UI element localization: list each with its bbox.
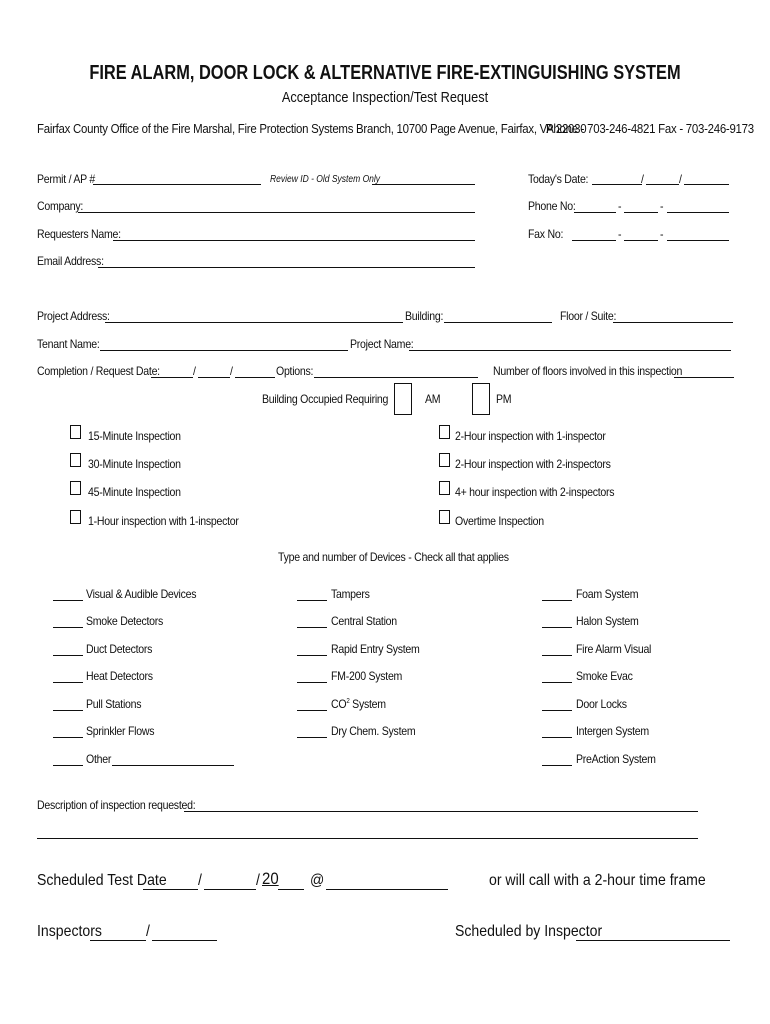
device-label: Dry Chem. System: [331, 724, 416, 738]
am-checkbox[interactable]: [394, 383, 412, 415]
inspection-option-label: 4+ hour inspection with 2-inspectors: [455, 485, 615, 499]
project-address-field[interactable]: [105, 322, 403, 323]
phone-sep: -: [660, 199, 664, 213]
date-sep: /: [198, 872, 202, 889]
email-field[interactable]: [98, 267, 475, 268]
inspection-option-label: Overtime Inspection: [455, 514, 544, 528]
device-count-field[interactable]: [542, 600, 572, 601]
device-label: PreAction System: [576, 752, 656, 766]
scheduled-month-field[interactable]: [143, 889, 198, 890]
device-label: Tampers: [331, 587, 370, 601]
device-label: Heat Detectors: [86, 669, 153, 683]
phone-field-1[interactable]: [574, 212, 616, 213]
project-address-label: Project Address:: [37, 309, 110, 323]
completion-date-day[interactable]: [198, 377, 230, 378]
device-count-field[interactable]: [53, 710, 83, 711]
company-label: Company:: [37, 199, 84, 213]
inspection-option-label: 2-Hour inspection with 1-inspector: [455, 429, 606, 443]
floors-involved-label: Number of floors involved in this inspection: [493, 364, 683, 378]
todays-date-day[interactable]: [646, 184, 679, 185]
phone-label: Phone No:: [528, 199, 576, 213]
device-count-field[interactable]: [542, 682, 572, 683]
completion-date-month[interactable]: [151, 377, 193, 378]
phone-sep: -: [618, 199, 622, 213]
fax-sep: -: [618, 227, 622, 241]
device-count-field[interactable]: [542, 710, 572, 711]
fax-sep: -: [660, 227, 664, 241]
inspectors-field-1[interactable]: [90, 940, 146, 941]
description-field-line-1[interactable]: [184, 811, 698, 812]
device-count-field[interactable]: [542, 655, 572, 656]
inspectors-sep: /: [146, 923, 150, 940]
device-label: Intergen System: [576, 724, 649, 738]
device-label: Pull Stations: [86, 697, 142, 711]
permit-field[interactable]: [93, 184, 261, 185]
year-prefix: 20: [262, 869, 279, 888]
todays-date-month[interactable]: [592, 184, 642, 185]
device-label: Other: [86, 752, 112, 766]
inspection-checkbox[interactable]: [70, 481, 81, 495]
device-label: Duct Detectors: [86, 642, 153, 656]
device-count-field[interactable]: [542, 737, 572, 738]
review-id-field[interactable]: [372, 184, 475, 185]
scheduled-test-date-label: Scheduled Test Date: [37, 872, 167, 889]
pm-checkbox[interactable]: [472, 383, 490, 415]
device-count-field[interactable]: [53, 682, 83, 683]
tenant-name-label: Tenant Name:: [37, 337, 100, 351]
device-label: Rapid Entry System: [331, 642, 420, 656]
review-id-label: Review ID - Old System Only: [270, 174, 381, 185]
date-sep: /: [193, 364, 196, 378]
floor-suite-label: Floor / Suite:: [560, 309, 617, 323]
floors-involved-field[interactable]: [674, 377, 734, 378]
building-field[interactable]: [444, 322, 552, 323]
device-label: Sprinkler Flows: [86, 724, 155, 738]
inspection-checkbox[interactable]: [439, 453, 450, 467]
inspection-option-label: 15-Minute Inspection: [88, 429, 181, 443]
device-count-field[interactable]: [542, 627, 572, 628]
device-label: Halon System: [576, 614, 639, 628]
description-field-line-2[interactable]: [37, 838, 698, 839]
other-device-field[interactable]: [112, 765, 234, 766]
inspectors-label: Inspectors: [37, 923, 102, 940]
description-label: Description of inspection requested:: [37, 798, 196, 812]
device-count-field[interactable]: [53, 627, 83, 628]
tenant-name-field[interactable]: [100, 350, 348, 351]
device-count-field[interactable]: [542, 765, 572, 766]
building-occupied-label: Building Occupied Requiring: [262, 392, 389, 406]
inspection-checkbox[interactable]: [70, 453, 81, 467]
todays-date-year[interactable]: [684, 184, 729, 185]
permit-label: Permit / AP #: [37, 172, 96, 186]
fax-field-2[interactable]: [624, 240, 658, 241]
inspection-checkbox[interactable]: [439, 510, 450, 524]
scheduled-by-label: Scheduled by Inspector: [455, 923, 603, 940]
devices-heading: Type and number of Devices - Check all that applies: [278, 550, 509, 564]
building-label: Building:: [405, 309, 444, 323]
office-contact: Phone - 703-246-4821 Fax - 703-246-9173: [546, 121, 754, 136]
device-label: Central Station: [331, 614, 397, 628]
scheduled-day-field[interactable]: [204, 889, 256, 890]
device-label-co2: [331, 697, 386, 711]
inspection-checkbox[interactable]: [70, 425, 81, 439]
requesters-name-label: Requesters Name:: [37, 227, 121, 241]
form-subtitle: Acceptance Inspection/Test Request: [281, 89, 489, 106]
pm-label: PM: [496, 392, 512, 406]
inspection-checkbox[interactable]: [70, 510, 81, 524]
scheduled-year-field[interactable]: [278, 889, 304, 890]
am-label: AM: [425, 392, 441, 406]
form-title: FIRE ALARM, DOOR LOCK & ALTERNATIVE FIRE-EXTINGUISHING SYSTEM: [89, 62, 681, 84]
company-field[interactable]: [78, 212, 475, 213]
device-count-field[interactable]: [297, 737, 327, 738]
requesters-name-field[interactable]: [113, 240, 475, 241]
completion-date-label: Completion / Request Date:: [37, 364, 160, 378]
device-count-field[interactable]: [53, 737, 83, 738]
inspection-option-label: 30-Minute Inspection: [88, 457, 181, 471]
date-sep: /: [641, 172, 644, 186]
options-field[interactable]: [314, 377, 478, 378]
device-label: Visual & Audible Devices: [86, 587, 197, 601]
project-name-label: Project Name:: [350, 337, 414, 351]
fax-field-1[interactable]: [572, 240, 616, 241]
date-sep: /: [679, 172, 682, 186]
floor-suite-field[interactable]: [613, 322, 733, 323]
device-count-field[interactable]: [297, 655, 327, 656]
email-label: Email Address:: [37, 254, 104, 268]
device-count-field[interactable]: [297, 682, 327, 683]
date-sep: /: [256, 872, 260, 889]
device-label: Smoke Evac: [576, 669, 633, 683]
device-count-field[interactable]: [53, 600, 83, 601]
at-symbol: @: [310, 872, 325, 889]
inspection-option-label: 45-Minute Inspection: [88, 485, 181, 499]
inspection-checkbox[interactable]: [439, 481, 450, 495]
phone-field-3[interactable]: [667, 212, 729, 213]
co2-suffix: System: [352, 697, 386, 711]
date-sep: /: [230, 364, 233, 378]
todays-date-label: Today's Date:: [528, 172, 589, 186]
options-label: Options:: [276, 364, 314, 378]
device-count-field[interactable]: [53, 765, 83, 766]
device-label: FM-200 System: [331, 669, 403, 683]
scheduled-by-field[interactable]: [576, 940, 730, 941]
fax-field-3[interactable]: [667, 240, 729, 241]
phone-field-2[interactable]: [624, 212, 658, 213]
device-count-field[interactable]: [297, 600, 327, 601]
co2-prefix: CO: [331, 697, 347, 711]
device-count-field[interactable]: [53, 655, 83, 656]
inspectors-field-2[interactable]: [152, 940, 217, 941]
device-label: Foam System: [576, 587, 639, 601]
completion-date-year[interactable]: [235, 377, 275, 378]
co2-subscript: 2: [346, 698, 350, 705]
project-name-field[interactable]: [409, 350, 731, 351]
device-label: Door Locks: [576, 697, 627, 711]
device-label: Smoke Detectors: [86, 614, 164, 628]
fax-label: Fax No:: [528, 227, 564, 241]
device-label: Fire Alarm Visual: [576, 642, 652, 656]
office-address: Fairfax County Office of the Fire Marshal, Fire Protection Systems Branch, 10700 Page Avenue, Fairfax, VA 22030: [37, 121, 587, 136]
call-note: or will call with a 2-hour time frame: [489, 872, 706, 889]
scheduled-time-field[interactable]: [326, 889, 448, 890]
device-count-field[interactable]: [297, 627, 327, 628]
inspection-option-label: 1-Hour inspection with 1-inspector: [88, 514, 239, 528]
device-count-field[interactable]: [297, 710, 327, 711]
inspection-checkbox[interactable]: [439, 425, 450, 439]
inspection-option-label: 2-Hour inspection with 2-inspectors: [455, 457, 611, 471]
